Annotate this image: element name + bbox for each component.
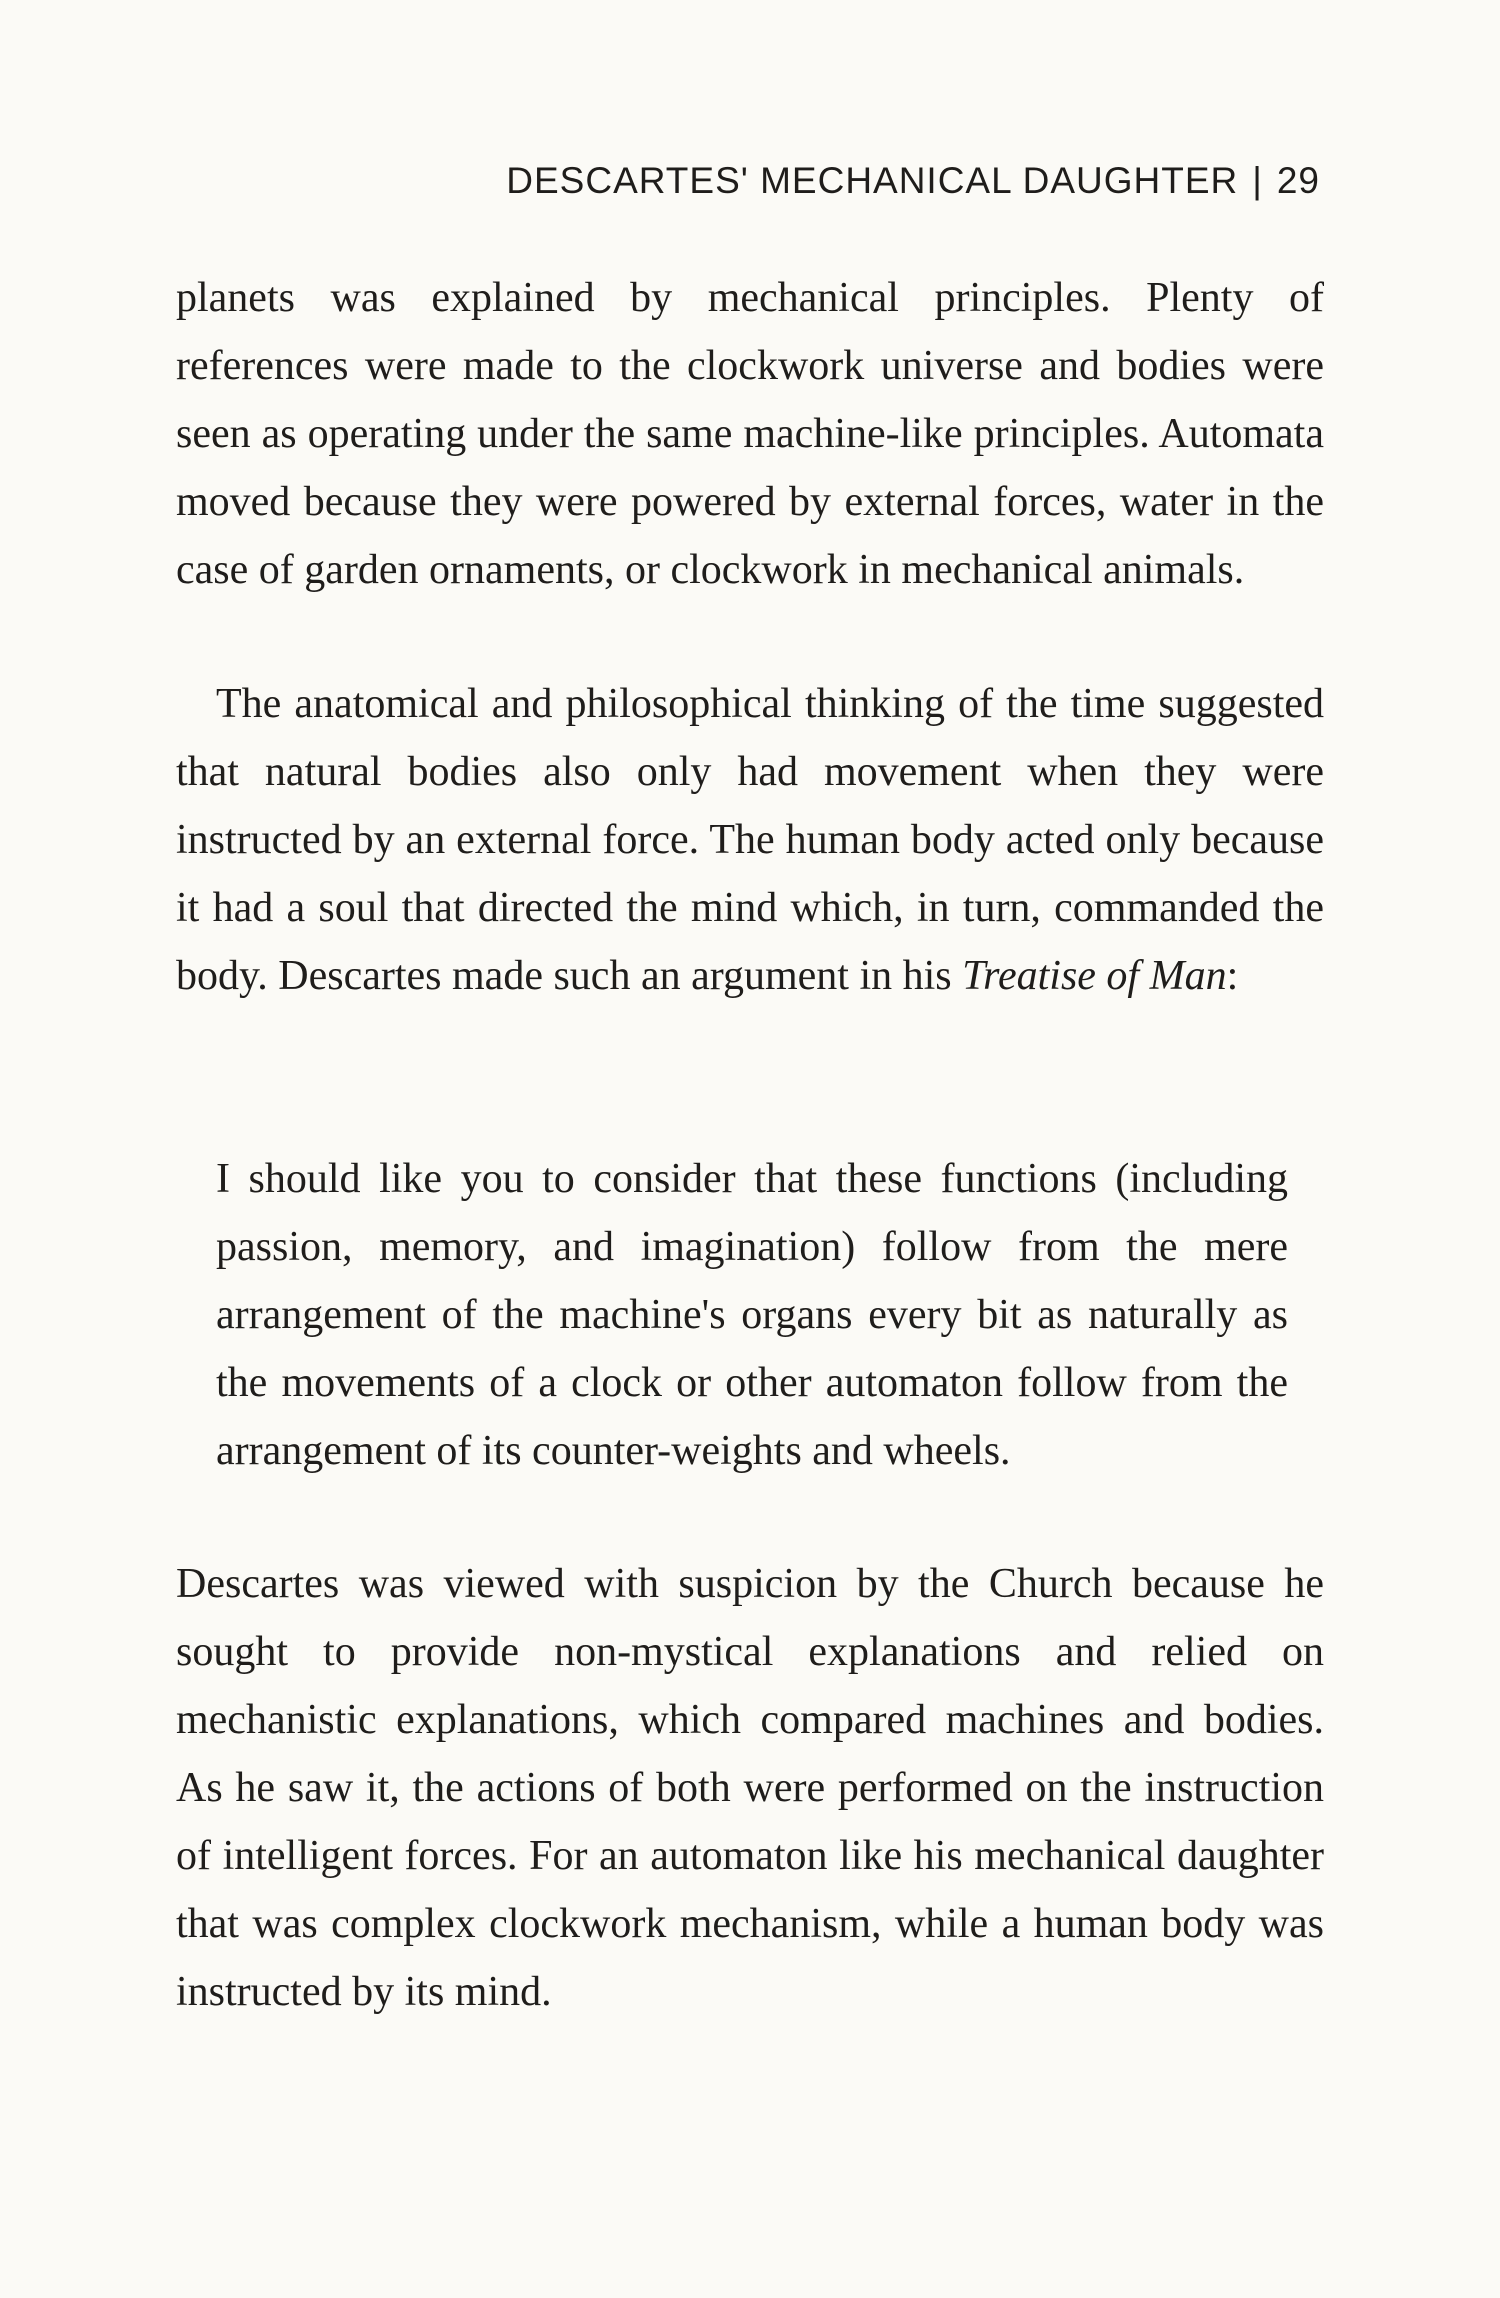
page-number: 29 [1276,160,1320,201]
paragraph-2-text [176,670,1324,1010]
running-title: DESCARTES' MECHANICAL DAUGHTER [506,160,1239,201]
paragraph-1-text: planets was explained by mechanical principles. Plenty of references were made to the clockwork universe and bodies were seen as operating under the same machine-like principles. Automata moved because they were powered by external forces, water in the case of garden ornaments, or clockwork in mechanical animals. [176,275,1324,593]
paragraph-2 [176,670,1324,1010]
paragraph-1 [176,264,1324,604]
header-separator: | [1252,160,1263,201]
running-header [506,160,1320,202]
paragraph-2-colon: : [1226,953,1239,999]
paragraph-3-text: Descartes was viewed with suspicion by the Church because he sought to provide non-mystical explanations and relied on mechanistic explanations, which compared machines and bodies. As he saw it, the actions of both were performed on the instruction of intelligent forces. For an automaton like his mechanical daughter that was complex clockwork mechanism, while a human body was instructed by its mind. [176,1561,1324,2015]
block-quote [216,1145,1288,1485]
block-quote-text: I should like you to consider that these functions (including passion, memory, and imagination) follow from the mere arrangement of the machine's organs every bit as naturally as the movements of a clock or other automaton follow from the arrangement of its counter-weights and wheels. [216,1156,1288,1474]
paragraph-2-lead: The anatomical and philosophical thinking of the time suggested that natural bodies also only had movement when they were instructed by an external force. The human body acted only because it had a soul that directed the mind which, in turn, commanded the body. Descartes made such an argument in his [176,681,1324,999]
book-title-treatise-of-man: Treatise of Man [962,953,1227,999]
paragraph-3 [176,1550,1324,2026]
